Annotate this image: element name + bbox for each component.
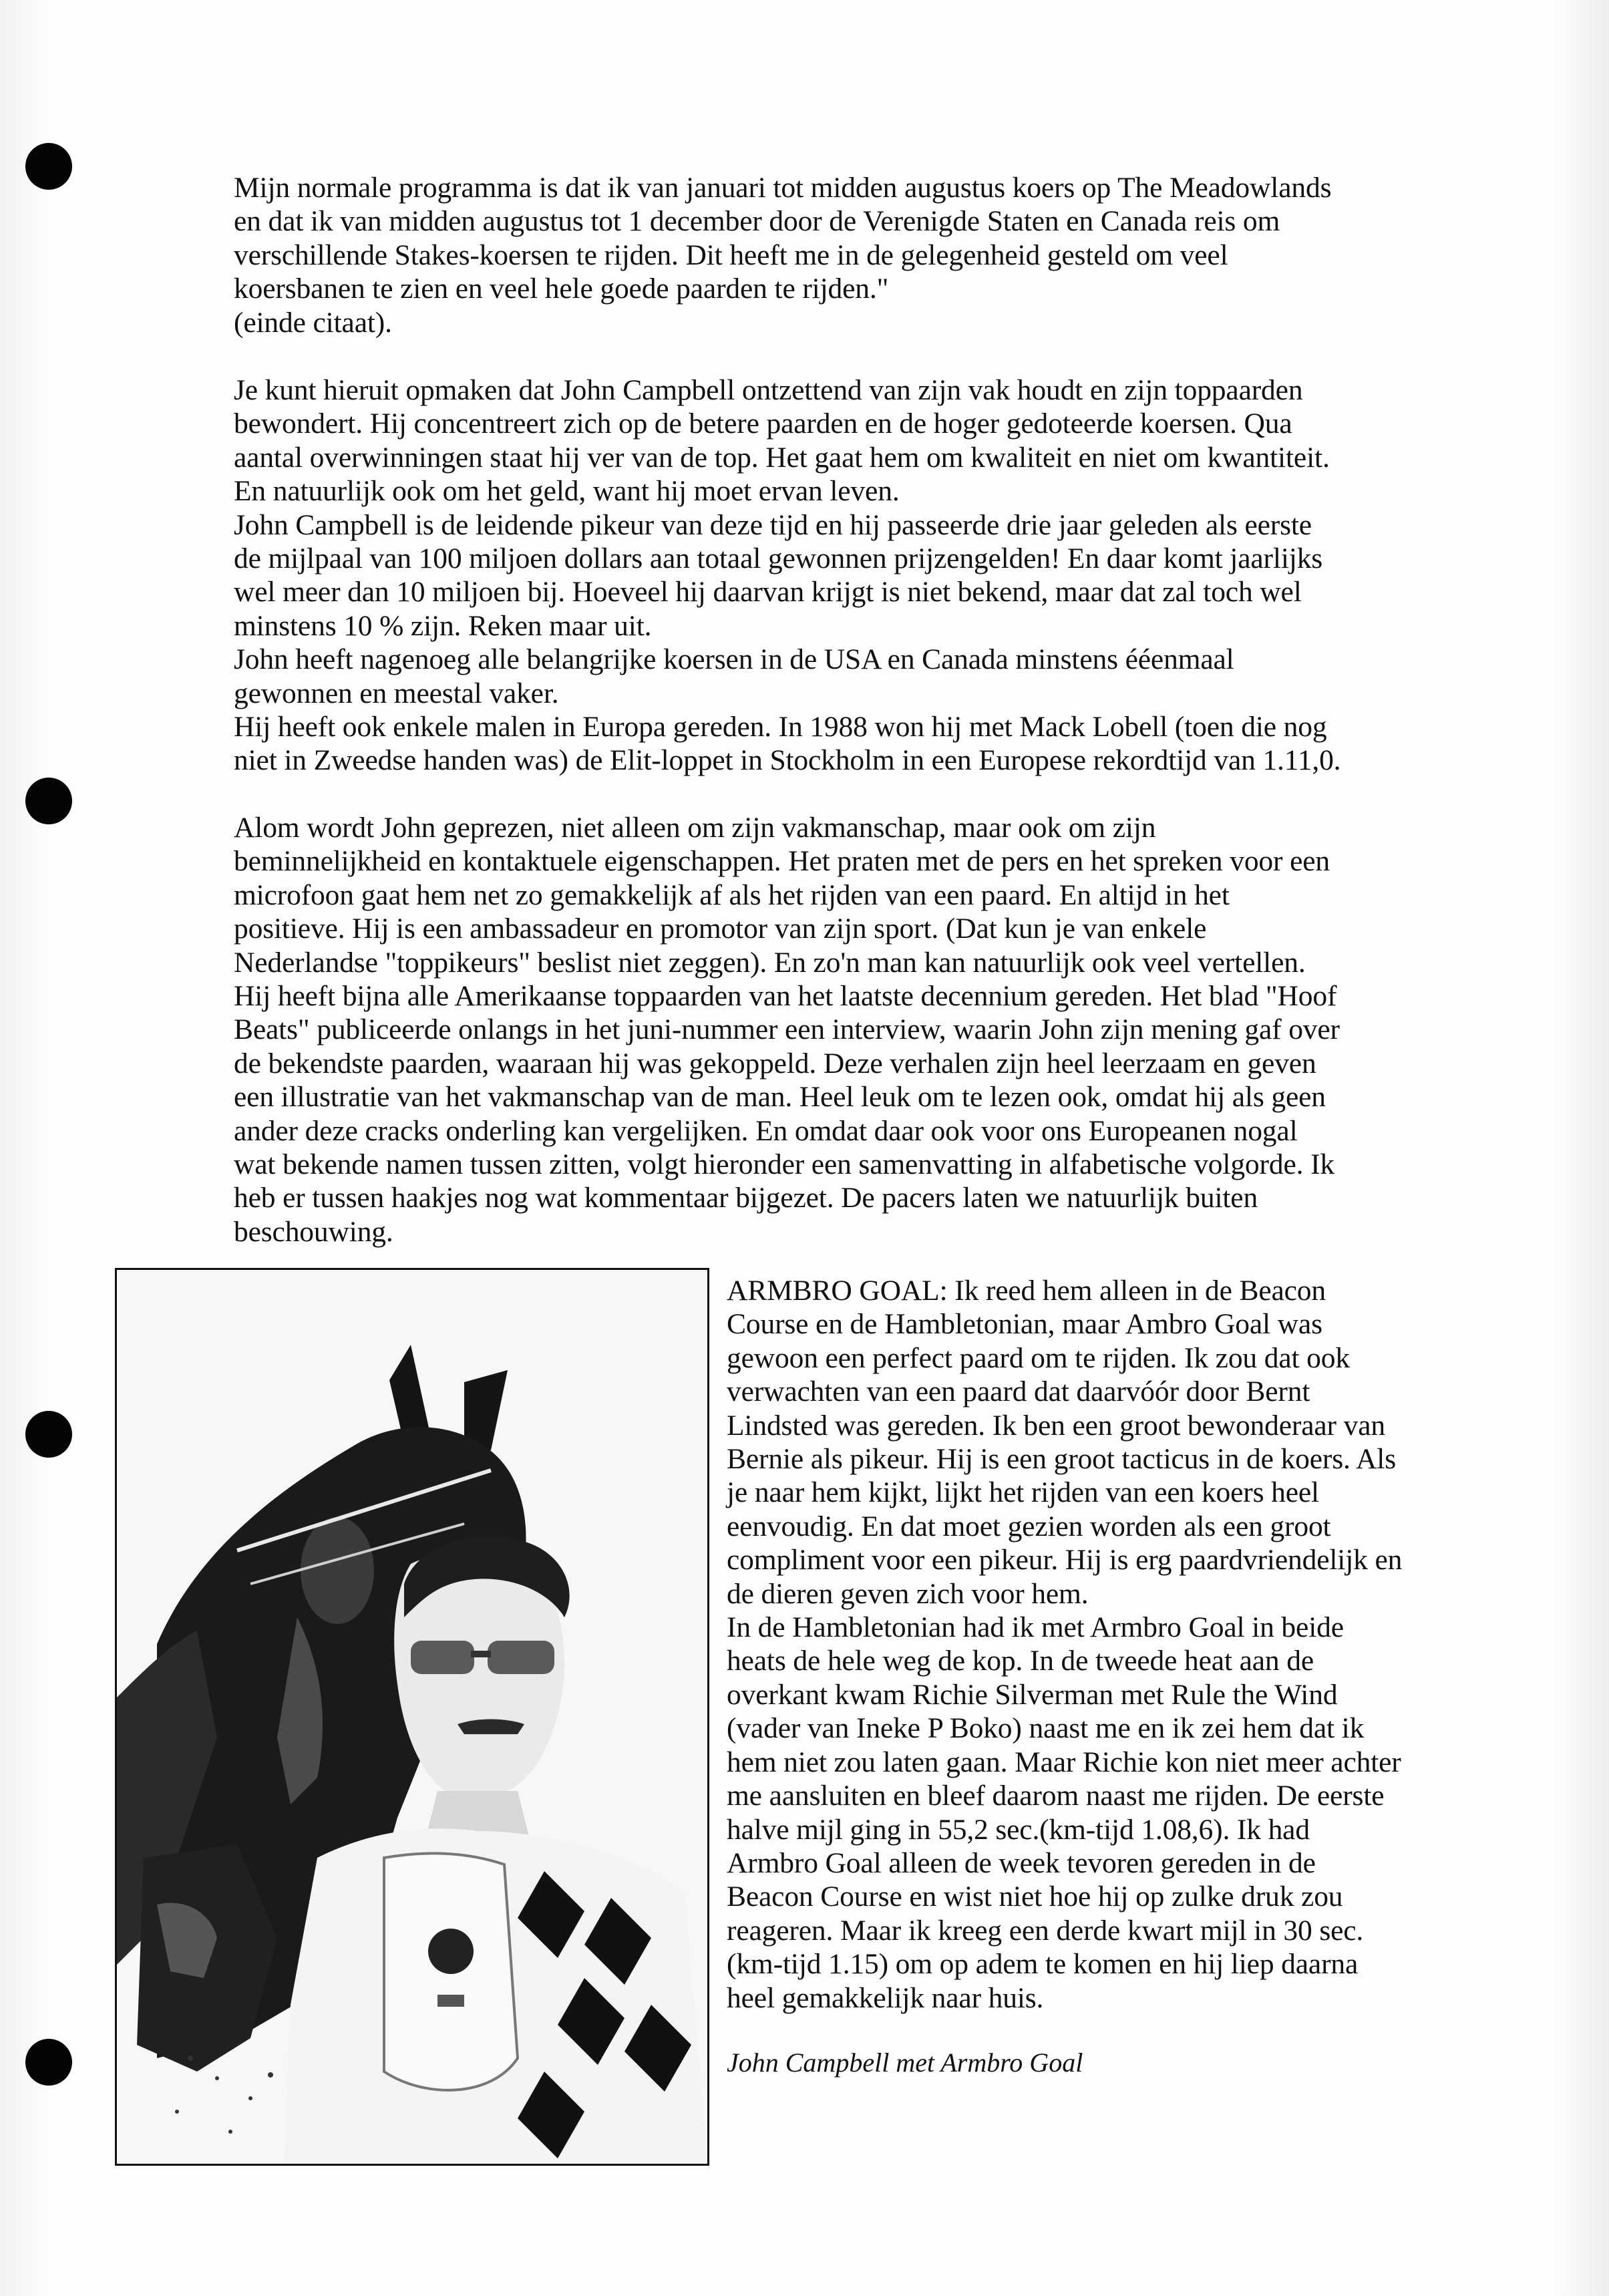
text-line: bewondert. Hij concentreert zich op de betere paarden en de hoger gedoteerde koersen. Qua [234,407,1292,440]
text-line: beminnelijkheid en kontaktuele eigenschappen. Het praten met de pers en het spreken voor een [234,845,1330,878]
text-line: Armbro Goal alleen de week tevoren gereden in de [727,1846,1316,1879]
text-line: Beacon Course en wist niet hoe hij op zulke druk zou [727,1880,1343,1913]
text-line: heb er tussen haakjes nog wat kommentaar bijgezet. De pacers laten we natuurlijk buiten [234,1182,1258,1214]
text-line: Lindsted was gereden. Ik ben een groot bewonderaar van [727,1409,1385,1442]
text-line: gewonnen en meestal vaker. [234,677,559,709]
text-line: microfoon gaat hem net zo gemakkelijk af als het rijden van een paard. En altijd in het [234,878,1230,911]
text-line: Hij heeft ook enkele malen in Europa gereden. In 1988 won hij met Mack Lobell (toen die nog [234,711,1327,744]
text-line: me aansluiten en bleef daarom naast me rijden. De eerste [727,1780,1385,1812]
armbro-goal-section [727,1274,1528,2015]
paragraph-interview-intro [234,811,1519,1249]
text-line: je naar hem kijkt, lijkt het rijden van een koers heel [727,1476,1319,1509]
text-line: positieve. Hij is een ambassadeur en promotor van zijn sport. (Dat kun je van enkele [234,913,1207,945]
text-line: heats de hele weg de kop. In de tweede heat aan de [727,1645,1314,1677]
text-line: John heeft nagenoeg alle belangrijke koersen in de USA en Canada minstens ééenmaal [234,643,1234,676]
text-line: verwachten van een paard dat daarvóór door Bernt [727,1375,1310,1408]
paragraph-quote-end [234,171,1519,339]
text-line: (einde citaat). [234,306,392,339]
text-line: John Campbell is de leidende pikeur van deze tijd en hij passeerde drie jaar geleden als eerste [234,508,1312,541]
text-line: ARMBRO GOAL: Ik reed hem alleen in de Beacon [727,1275,1326,1307]
text-line: verschillende Stakes-koersen te rijden. Dit heeft me in de gelegenheid gesteld om veel [234,238,1228,271]
text-line: heel gemakkelijk naar huis. [727,1981,1044,2014]
text-line: de dieren geven zich voor hem. [727,1577,1089,1610]
punch-hole [25,1411,72,1458]
text-line: aantal overwinningen staat hij ver van de top. Het gaat hem om kwaliteit en niet om kwantiteit. [234,441,1330,474]
text-line: beschouwing. [234,1215,393,1248]
text-line: Je kunt hieruit opmaken dat John Campbell ontzettend van zijn vak houdt en zijn toppaarden [234,374,1303,406]
text-line: (km-tijd 1.15) om op adem te komen en hij liep daarna [727,1948,1359,1981]
punch-hole [25,143,72,190]
text-line: gewoon een perfect paard om te rijden. Ik zou dat ook [727,1341,1350,1374]
text-line: de mijlpaal van 100 miljoen dollars aan totaal gewonnen prijzengelden! En daar komt jaarlijks [234,542,1323,575]
text-line: koersbanen te zien en veel hele goede paarden te rijden." [234,273,889,305]
text-line: wel meer dan 10 miljoen bij. Hoeveel hij daarvan krijgt is niet bekend, maar dat zal toch wel [234,576,1302,609]
text-line: En natuurlijk ook om het geld, want hij moet ervan leven. [234,475,900,508]
text-line: Bernie als pikeur. Hij is een groot tacticus in de koers. Als [727,1443,1397,1476]
photo-caption: John Campbell met Armbro Goal [727,2047,1083,2078]
text-line: (vader van Ineke P Boko) naast me en ik zei hem dat ik [727,1712,1365,1745]
punch-hole [25,2039,72,2086]
text-line: Hij heeft bijna alle Amerikaanse toppaarden van het laatste decennium gereden. Het blad "Hoof [234,980,1337,1013]
text-line: wat bekende namen tussen zitten, volgt hieronder een samenvatting in alfabetische volgorde. Ik [234,1148,1335,1181]
text-line: Mijn normale programma is dat ik van januari tot midden augustus koers op The Meadowlands [234,172,1332,204]
text-line: compliment voor een pikeur. Hij is erg paardvriendelijk en [727,1544,1403,1577]
text-line: ander deze cracks onderling kan vergelijken. En omdat daar ook voor ons Europeanen nogal [234,1114,1298,1147]
text-line: een illustratie van het vakmanschap van de man. Heel leuk om te lezen ook, omdat hij als geen [234,1081,1326,1114]
text-line: minstens 10 % zijn. Reken maar uit. [234,609,652,642]
text-line: hem niet zou laten gaan. Maar Richie kon niet meer achter [727,1746,1401,1778]
text-line: halve mijl ging in 55,2 sec.(km-tijd 1.08,6). Ik had [727,1813,1310,1846]
paragraph-campbell-career [234,373,1519,778]
text-line: de bekendste paarden, waaraan hij was gekoppeld. Deze verhalen zijn heel leerzaam en geven [234,1047,1316,1080]
text-line: eenvoudig. En dat moet gezien worden als een groot [727,1510,1331,1542]
text-line: en dat ik van midden augustus tot 1 december door de Verenigde Staten en Canada reis om [234,205,1280,238]
text-line: reageren. Maar ik kreeg een derde kwart mijl in 30 sec. [727,1914,1364,1947]
text-line: Beats" publiceerde onlangs in het juni-nummer een interview, waarin John zijn mening gaf over [234,1013,1340,1046]
text-line: Course en de Hambletonian, maar Ambro Goal was [727,1308,1322,1341]
text-line: overkant kwam Richie Silverman met Rule the Wind [727,1678,1338,1711]
photo-illustration [117,1270,707,2164]
text-line: Alom wordt John geprezen, niet alleen om zijn vakmanschap, maar ook om zijn [234,812,1156,844]
photo-campbell-with-horse [115,1268,709,2166]
text-line: niet in Zweedse handen was) de Elit-loppet in Stockholm in een Europese rekordtijd van 1.11,0. [234,744,1341,777]
text-line: In de Hambletonian had ik met Armbro Goal in beide [727,1611,1344,1644]
text-line: Nederlandse "toppikeurs" beslist niet zeggen). En zo'n man kan natuurlijk ook veel vertellen. [234,946,1306,979]
punch-hole [25,778,72,824]
